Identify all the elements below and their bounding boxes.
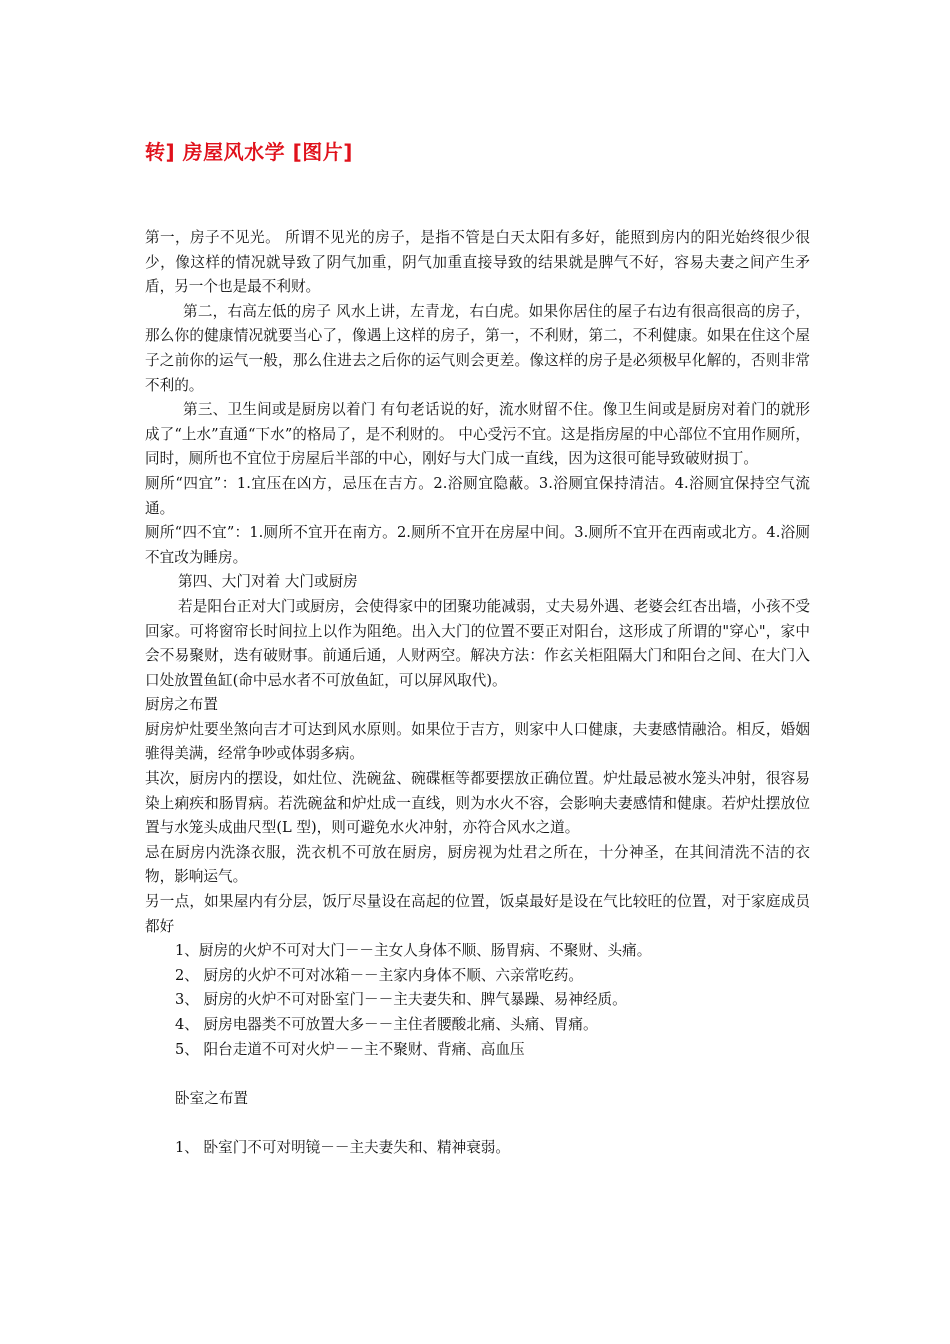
- list-item: 2、 厨房的火炉不可对冰箱－－主家内身体不顺、六亲常吃药。: [175, 966, 583, 984]
- paragraph: 第二，右高左低的房子 风水上讲，左青龙，右白虎。如果你居住的屋子右边有很高很高的房子，那么你的健康情况就要当心了，像遇上这样的房子，第一，不利财，第二，不利健康。如果在住这个屋子之前你的运气一般，那么住进去之后你的运气则会更差。像这样的房子是必须极早化解的，否则非常不利的。: [145, 302, 810, 394]
- paragraph: 第一，房子不见光。 所谓不见光的房子，是指不管是白天太阳有多好，能照到房内的阳光始终很少很少，像这样的情况就导致了阴气加重，阴气加重直接导致的结果就是脾气不好，容易夫妻之间产生矛盾，另一个也是最不利财。: [145, 229, 810, 296]
- page-title: 转] 房屋风水学 [图片]: [145, 140, 353, 164]
- section-heading: 第四、大门对着 大门或厨房: [178, 573, 358, 591]
- list-item: 5、 阳台走道不可对火炉－－主不聚财、背痛、高血压: [175, 1040, 525, 1058]
- spacer: [145, 1111, 810, 1136]
- paragraph: 第三、卫生间或是厨房以着门 有句老话说的好，流水财留不住。像卫生间或是厨房对着门的就形成了“上水”直通“下水”的格局了，是不利财的。 中心受污不宜。这是指房屋的中心部位不宜用作厕所，同时，厕所也不宜位于房屋后半部的中心，刚好与大门成一直线，因为这很可能导致破财损丁。: [145, 401, 810, 468]
- paragraph: 厕所“四不宜”：1.厕所不宜开在南方。2.厕所不宜开在房屋中间。3.厕所不宜开在西南或北方。4.浴厕不宜改为睡房。: [145, 524, 810, 566]
- paragraph: 另一点，如果屋内有分层，饭厅尽量设在高起的位置，饭桌最好是设在气比较旺的位置，对于家庭成员都好: [145, 893, 810, 935]
- paragraph: 若是阳台正对大门或厨房，会使得家中的团聚功能减弱，丈夫易外遇、老婆会红杏出墙，小孩不受回家。可将窗帘长时间拉上以作为阻绝。出入大门的位置不要正对阳台，这形成了所谓的"穿心"，家中会不易聚财，迭有破财事。前通后通，人财两空。解决方法：作玄关柜阻隔大门和阳台之间、在大门入口处放置鱼缸(命中忌水者不可放鱼缸，可以屏风取代)。: [145, 597, 810, 689]
- paragraph: 厨房炉灶要坐煞向吉才可达到风水原则。如果位于吉方，则家中人口健康，夫妻感情融洽。相反，婚姻骓得美满，经常争吵或体弱多病。: [145, 720, 810, 763]
- paragraph: 忌在厨房内洗涤衣服，洗衣机不可放在厨房，厨房视为灶君之所在，十分神圣，在其间清洗不洁的衣物，影响运气。: [145, 843, 810, 886]
- spacer: [145, 1062, 810, 1087]
- paragraph: 厕所“四宜”：1.宜压在凶方，忌压在吉方。2.浴厕宜隐蔽。3.浴厕宜保持清洁。4.浴厕宜保持空气流通。: [145, 474, 810, 517]
- list-item: 1、 卧室门不可对明镜－－主夫妻失和、精神衰弱。: [175, 1138, 510, 1156]
- paragraph: 其次，厨房内的摆设，如灶位、洗碗盆、碗碟框等都要摆放正确位置。炉灶最忌被水笼头冲射，很容易染上痢疾和肠胃病。若洗碗盆和炉灶成一直线，则为水火不容，会影响夫妻感情和健康。若炉灶摆放位置与水笼头成曲尺型(L 型)，则可避免水火冲射，亦符合风水之道。: [145, 770, 810, 837]
- section-heading: 厨房之布置: [145, 696, 218, 714]
- list-item: 3、 厨房的火炉不可对卧室门－－主夫妻失和、脾气暴躁、易神经质。: [175, 991, 627, 1009]
- list-item: 4、 厨房电器类不可放置大多－－主住者腰酸北痛、头痛、胃痛。: [175, 1016, 598, 1033]
- section-heading: 卧室之布置: [175, 1089, 248, 1107]
- article-body: [145, 226, 810, 1161]
- list-item: 1、厨房的火炉不可对大门－－主女人身体不顺、肠胃病、不聚财、头痛。: [175, 942, 652, 960]
